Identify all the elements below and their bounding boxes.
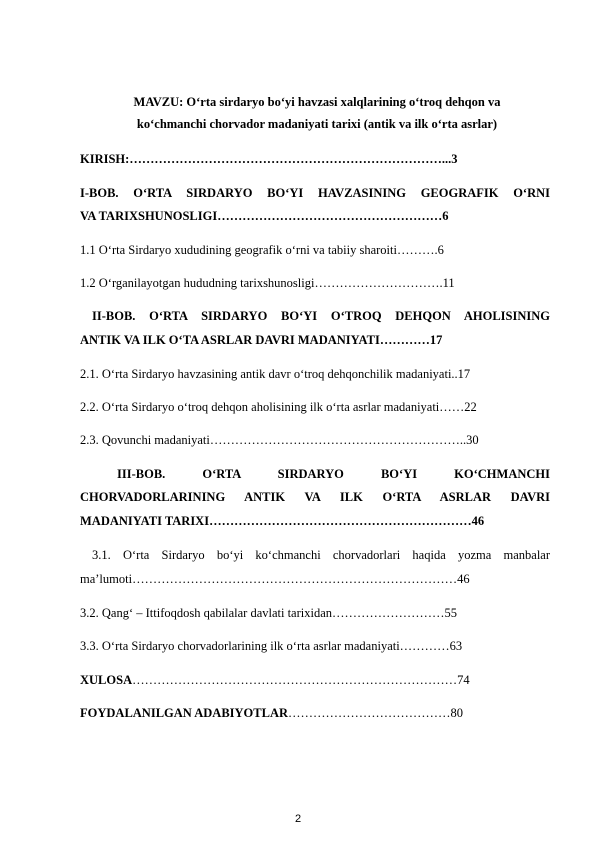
toc-references-label: FOYDALANILGAN ADABIYOTLAR xyxy=(80,706,289,720)
toc-chapter1-line1: I-BOB. O‘RTA SIRDARYO BO‘YI HAVZASINING GEOGRAFIK O‘RNI xyxy=(80,186,550,200)
toc-references-leader: …………………………………80 xyxy=(288,706,464,720)
toc-chapter2-line1: II-BOB. O‘RTA SIRDARYO BO‘YI O‘TROQ DEHQON AHOLISINING xyxy=(92,309,550,323)
toc-section-3-2: 3.2. Qang‘ – Ittifoqdosh qabilalar davlati tarixidan………………………55 xyxy=(80,606,458,620)
toc-chapter3-line2: CHORVADORLARINING ANTIK VA ILK O‘RTA ASRLAR DAVRI xyxy=(80,490,550,504)
toc-chapter2-line2: ANTIK VA ILK O‘TA ASRLAR DAVRI MADANIYATI…………17 xyxy=(80,333,443,347)
toc-conclusion-label: XULOSA xyxy=(80,673,133,687)
toc-intro: KIRISH:…………………………………………………………………...3 xyxy=(80,152,458,166)
toc-section-3-1-line2: ma’lumoti……………………………………………………………………46 xyxy=(80,572,470,586)
page-number: 2 xyxy=(294,813,302,825)
toc-chapter3-line1: III-BOB. O‘RTA SIRDARYO BO‘YI KO‘CHMANCHI xyxy=(117,467,550,481)
toc-section-2-3: 2.3. Qovunchi madaniyati……………………………………………………..30 xyxy=(80,433,479,447)
toc-references xyxy=(80,706,550,721)
title-line-1: MAVZU: O‘rta sirdaryo bo‘yi havzasi xalqlarining o‘troq dehqon va xyxy=(133,95,501,109)
toc-section-3-1-line1: 3.1. O‘rta Sirdaryo bo‘yi ko‘chmanchi chorvadorlari haqida yozma manbalar xyxy=(92,548,550,562)
toc-chapter1-line2: VA TARIXSHUNOSLIGI………………………………………………6 xyxy=(80,209,449,223)
toc-section-1-2: 1.2 O‘rganilayotgan hududning tarixshunosligi………………………….11 xyxy=(80,276,455,290)
toc-conclusion xyxy=(80,673,550,688)
toc-section-3-3: 3.3. O‘rta Sirdaryo chorvadorlarining ilk o‘rta asrlar madaniyati…………63 xyxy=(80,639,463,653)
toc-conclusion-leader: ……………………………………………………………………74 xyxy=(132,673,470,687)
toc-chapter3-line3: MADANIYATI TARIXI………………………………………………………46 xyxy=(80,514,485,528)
toc-section-2-1: 2.1. O‘rta Sirdaryo havzasining antik davr o‘troq dehqonchilik madaniyati..17 xyxy=(80,367,471,381)
title-line-2: ko‘chmanchi chorvador madaniyati tarixi (antik va ilk o‘rta asrlar) xyxy=(136,117,498,131)
topic-title xyxy=(80,91,554,135)
toc-section-2-2: 2.2. O‘rta Sirdaryo o‘troq dehqon aholisining ilk o‘rta asrlar madaniyati……22 xyxy=(80,400,477,414)
toc-section-1-1: 1.1 O‘rta Sirdaryo xududining geografik o‘rni va tabiiy sharoiti……….6 xyxy=(80,243,444,257)
